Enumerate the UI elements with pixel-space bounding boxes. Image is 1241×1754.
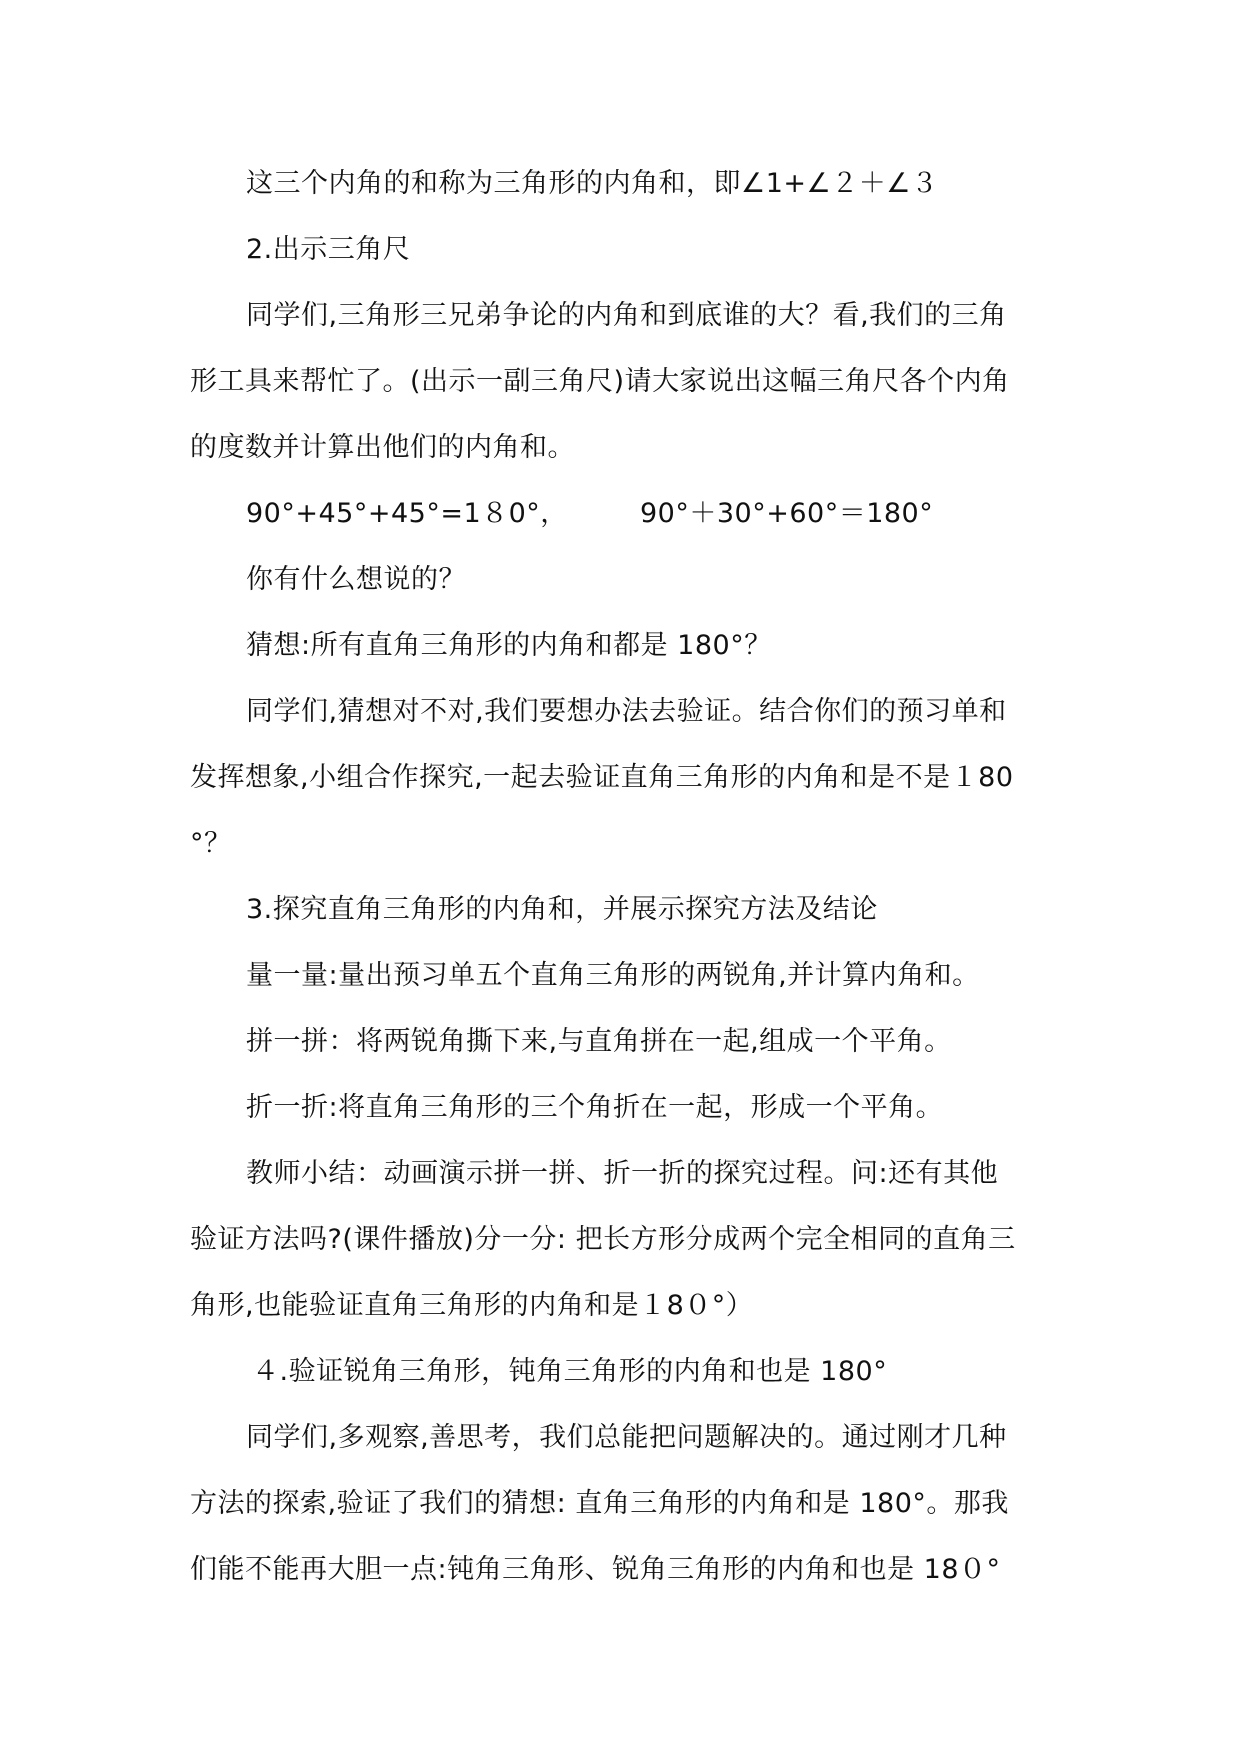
paragraph-line: 的度数并计算出他们的内角和。	[190, 432, 575, 463]
equation-right: 90°＋30°+60°＝180°	[640, 498, 934, 529]
paragraph-line: 同学们,多观察,善思考，我们总能把问题解决的。通过刚才几种	[246, 1422, 1007, 1453]
section-heading: 2.出示三角尺	[246, 234, 411, 265]
paragraph-line: 量一量:量出预习单五个直角三角形的两锐角,并计算内角和。	[246, 960, 980, 991]
paragraph-line: 验证方法吗?(课件播放)分一分: 把长方形分成两个完全相同的直角三	[190, 1224, 1016, 1255]
paragraph-line: 角形,也能验证直角三角形的内角和是１8０°）	[190, 1290, 754, 1321]
paragraph-line: 形工具来帮忙了。(出示一副三角尺)请大家说出这幅三角尺各个内角	[190, 366, 1010, 397]
paragraph-line: 拼一拼：将两锐角撕下来,与直角拼在一起,组成一个平角。	[246, 1026, 952, 1057]
paragraph-line: 同学们,猜想对不对,我们要想办法去验证。结合你们的预习单和	[246, 696, 1007, 727]
equation-left: 90°+45°+45°=1８0°，	[246, 498, 568, 529]
paragraph-line: 同学们,三角形三兄弟争论的内角和到底谁的大？看,我们的三角	[246, 300, 1007, 331]
paragraph-line: 折一折:将直角三角形的三个角折在一起，形成一个平角。	[246, 1092, 944, 1123]
paragraph-line: 你有什么想说的？	[246, 564, 466, 595]
paragraph-line: 发挥想象,小组合作探究,一起去验证直角三角形的内角和是不是１80	[190, 762, 1014, 793]
paragraph-line: 教师小结：动画演示拼一拼、折一折的探究过程。问:还有其他	[246, 1158, 999, 1189]
paragraph-line: 猜想:所有直角三角形的内角和都是 180°？	[246, 630, 772, 661]
section-heading: ４.验证锐角三角形，钝角三角形的内角和也是 180°	[252, 1356, 888, 1387]
paragraph-line: °？	[190, 828, 232, 859]
section-heading: 3.探究直角三角形的内角和，并展示探究方法及结论	[246, 894, 878, 925]
paragraph-line: 方法的探索,验证了我们的猜想: 直角三角形的内角和是 180°。那我	[190, 1488, 1009, 1519]
paragraph-line: 们能不能再大胆一点:钝角三角形、锐角三角形的内角和也是 18０°	[190, 1554, 1001, 1585]
paragraph-line: 这三个内角的和称为三角形的内角和，即∠1+∠２＋∠３	[246, 168, 939, 199]
